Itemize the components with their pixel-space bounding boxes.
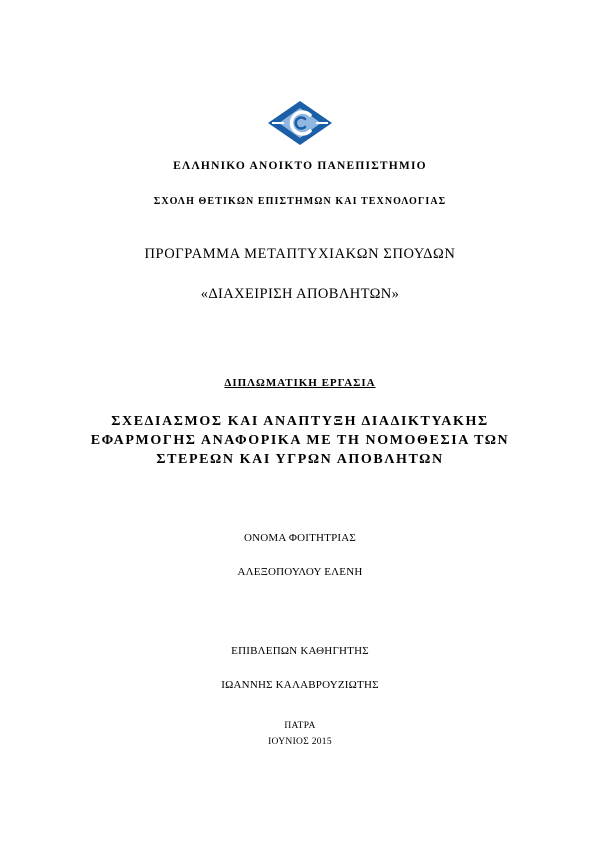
thesis-title (0, 412, 600, 469)
thesis-title-line: ΣΤΕΡΕΩΝ ΚΑΙ ΥΓΡΩΝ ΑΠΟΒΛΗΤΩΝ (156, 452, 444, 467)
city: ΠΑΤΡΑ (284, 721, 316, 731)
thesis-title-line: ΕΦΑΡΜΟΓΗΣ ΑΝΑΦΟΡΙΚΑ ΜΕ ΤΗ ΝΟΜΟΘΕΣΙΑ ΤΩΝ (90, 433, 510, 448)
student-label: ΟΝΟΜΑ ΦΟΙΤΗΤΡΙΑΣ (243, 532, 357, 544)
university-logo-icon (268, 101, 332, 145)
student-name: ΑΛΕΞΟΠΟΥΛΟΥ ΕΛΕΝΗ (237, 566, 363, 578)
university-name: ΕΛΛΗΝΙΚΟ ΑΝΟΙΚΤΟ ΠΑΝΕΠΙΣΤΗΜΙΟ (173, 160, 427, 172)
program-name: ΠΡΟΓΡΑΜΜΑ ΜΕΤΑΠΤΥΧΙΑΚΩΝ ΣΠΟΥΔΩΝ (144, 246, 456, 262)
program-subject: «ΔΙΑΧΕΙΡΙΣΗ ΑΠΟΒΛΗΤΩΝ» (200, 286, 400, 302)
supervisor-name: ΙΩΑΝΝΗΣ ΚΑΛΑΒΡΟΥΖΙΩΤΗΣ (221, 679, 379, 691)
supervisor-label: ΕΠΙΒΛΕΠΩΝ ΚΑΘΗΓΗΤΗΣ (231, 645, 369, 657)
date: ΙΟΥΝΙΟΣ 2015 (268, 737, 332, 747)
school-name: ΣΧΟΛΗ ΘΕΤΙΚΩΝ ΕΠΙΣΤΗΜΩΝ ΚΑΙ ΤΕΧΝΟΛΟΓΙΑΣ (153, 196, 447, 207)
thesis-title-line: ΣΧΕΔΙΑΣΜΟΣ ΚΑΙ ΑΝΑΠΤΥΞΗ ΔΙΑΔΙΚΤΥΑΚΗΣ (111, 414, 489, 429)
thesis-type-heading: ΔΙΠΛΩΜΑΤΙΚΗ ΕΡΓΑΣΙΑ (224, 377, 376, 389)
